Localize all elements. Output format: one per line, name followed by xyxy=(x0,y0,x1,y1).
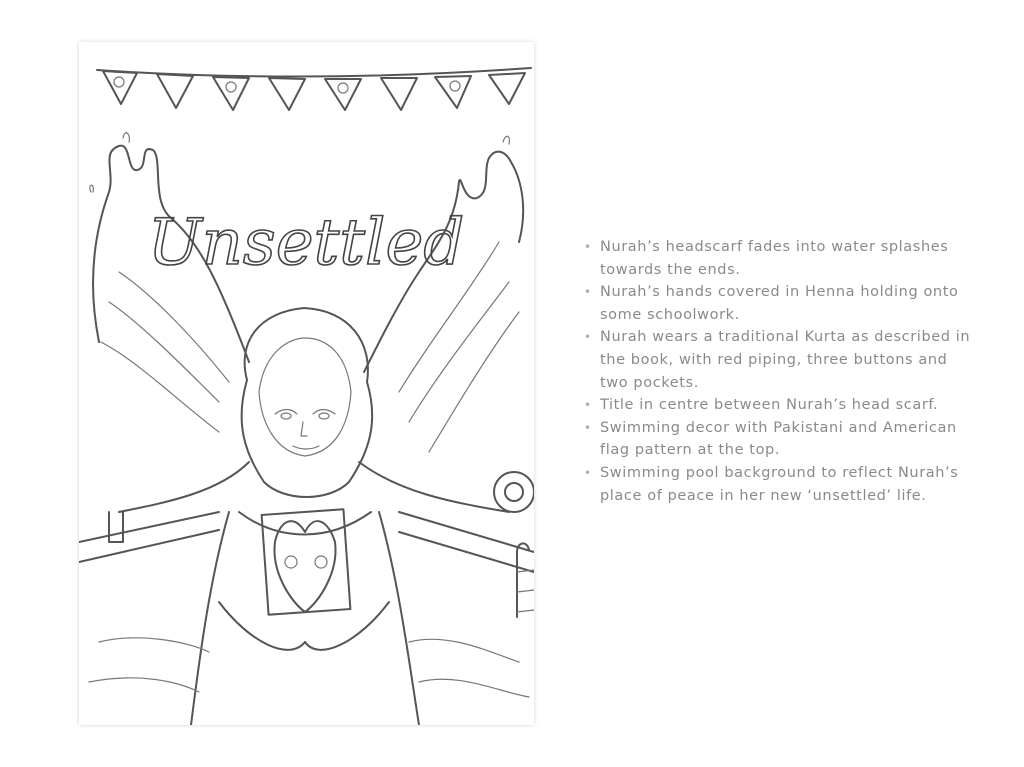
note-text: Title in centre between Nurah’s head scarf. xyxy=(600,397,939,414)
bullet-icon: • xyxy=(584,285,592,300)
kurta-left xyxy=(191,512,229,725)
headscarf xyxy=(242,308,373,497)
note-item xyxy=(584,326,974,394)
note-item xyxy=(584,281,974,326)
bullet-icon: • xyxy=(584,420,592,435)
note-text: Swimming decor with Pakistani and American flag pattern at the top. xyxy=(600,419,957,459)
note-item xyxy=(584,417,974,462)
face xyxy=(259,338,351,456)
pool-edge-right xyxy=(399,512,534,552)
note-text: Nurah’s hands covered in Henna holding onto some schoolwork. xyxy=(600,284,959,323)
pool-edge-left xyxy=(79,512,219,542)
note-text: Nurah wears a traditional Kurta as described in the book, with red piping, three buttons and two pockets. xyxy=(600,329,971,391)
pool-ladder xyxy=(517,543,529,617)
pool-post xyxy=(109,512,123,542)
note-item xyxy=(584,462,974,507)
lifebuoy xyxy=(494,472,534,512)
kurta-right xyxy=(379,512,419,725)
note-item xyxy=(584,236,974,281)
note-text: Swimming pool background to reflect Nurah’s place of peace in her new ‘unsettled’ life. xyxy=(600,464,959,504)
bullet-icon: • xyxy=(584,465,592,480)
bullet-icon: • xyxy=(584,240,592,254)
note-text: Nurah’s headscarf fades into water splashes towards the ends. xyxy=(600,239,949,278)
bullet-icon: • xyxy=(584,330,592,345)
design-notes xyxy=(584,236,974,507)
note-item xyxy=(584,394,974,417)
left-arm xyxy=(219,602,305,650)
cover-illustration xyxy=(79,42,534,725)
bullet-icon: • xyxy=(584,398,592,413)
cover-sketch xyxy=(79,42,534,725)
cover-title: Unsettled xyxy=(147,206,465,280)
